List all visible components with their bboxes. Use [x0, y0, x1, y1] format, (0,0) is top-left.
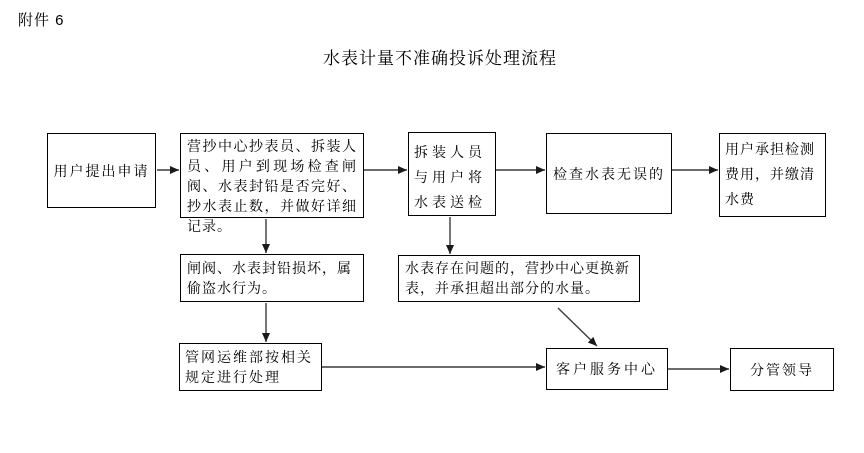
flow-node-apply: 用户提出申请	[47, 133, 156, 208]
arrow-meter-problem-to-customer-service	[558, 308, 597, 346]
attachment-label: 附件 6	[18, 12, 65, 29]
flow-node-customer-service: 客户服务中心	[546, 348, 668, 390]
flow-node-seal-damaged: 闸阀、水表封铅损坏，属偷盗水行为。	[180, 254, 364, 302]
page-title: 水表计量不准确投诉处理流程	[323, 49, 557, 68]
flow-node-meter-problem: 水表存在问题的，营抄中心更换新表，并承担超出部分的水量。	[398, 255, 640, 302]
flow-node-user-pay: 用户承担检测费用，并缴清水费	[719, 133, 826, 217]
flow-node-site-check: 营抄中心抄表员、拆装人员、用户到现场检查闸阀、水表封铅是否完好、抄水表止数，并做好详细记录。	[180, 133, 364, 218]
flow-node-send-inspect: 拆装人员与用户将水表送检	[408, 132, 496, 216]
flow-node-meter-ok: 检查水表无误的	[546, 133, 672, 214]
flow-node-leader: 分管领导	[730, 348, 834, 391]
flow-node-pipe-dept: 管网运维部按相关规定进行处理	[179, 343, 322, 391]
